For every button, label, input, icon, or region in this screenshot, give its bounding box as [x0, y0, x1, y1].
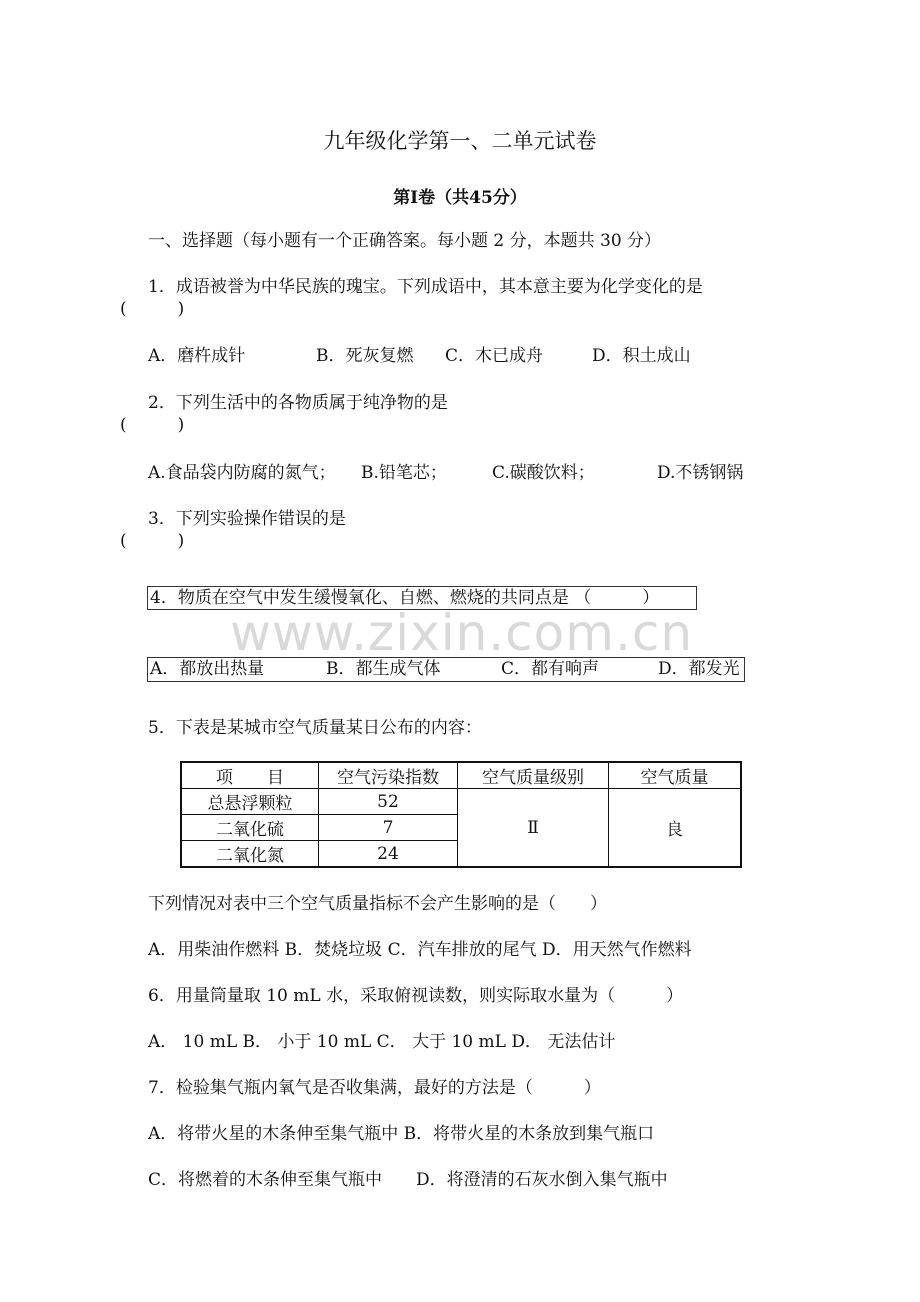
q4-options-box	[147, 657, 745, 682]
q4-option-b: B．都生成气体	[326, 659, 441, 679]
q7-stem: 7．检验集气瓶内氧气是否收集满，最好的方法是（ ）	[148, 1078, 601, 1098]
table-cell-item: 二氧化氮	[181, 841, 319, 868]
table-header-row	[181, 762, 741, 789]
watermark: www.zixin.com.cn	[230, 604, 694, 662]
q3-answer-paren: ( )	[120, 531, 185, 551]
q4-stem: 4．物质在空气中发生缓慢氧化、自燃、燃烧的共同点是 （ ）	[147, 586, 697, 610]
q7-options-line1: A．将带火星的木条伸至集气瓶中 B．将带火星的木条放到集气瓶口	[148, 1124, 655, 1144]
table-cell-quality: 良	[609, 789, 742, 868]
q5-stem: 5．下表是某城市空气质量某日公布的内容：	[148, 718, 482, 738]
table-header-cell: 空气质量	[609, 762, 742, 789]
q6-stem: 6．用量筒量取 10 mL 水，采取俯视读数，则实际取水量为（ ）	[148, 986, 684, 1006]
table-cell-level: Ⅱ	[458, 789, 609, 868]
q1-option-b: B．死灰复燃	[316, 346, 414, 366]
q2-option-c: C.碳酸饮料；	[492, 463, 595, 483]
q2-option-a: A.食品袋内防腐的氮气；	[148, 463, 336, 483]
table-cell-index: 7	[319, 815, 458, 841]
table-cell-index: 24	[319, 841, 458, 868]
q7-options-line2: C．将燃着的木条伸至集气瓶中 D．将澄清的石灰水倒入集气瓶中	[148, 1170, 668, 1190]
table-cell-index: 52	[319, 789, 458, 815]
section-heading: 一、选择题（每小题有一个正确答案。每小题 2 分，本题共 30 分）	[148, 231, 662, 251]
q2-option-b: B.铅笔芯；	[361, 463, 447, 483]
q1-stem: 1．成语被誉为中华民族的瑰宝。下列成语中，其本意主要为化学变化的是	[148, 277, 703, 297]
q1-option-a: A．磨杵成针	[148, 346, 246, 366]
q2-answer-paren: ( )	[120, 415, 185, 435]
q6-options: A． 10 mL B． 小于 10 mL C． 大于 10 mL D． 无法估计	[148, 1032, 616, 1052]
q2-option-d: D.不锈钢锅	[657, 463, 744, 483]
q1-option-d: D．积土成山	[592, 346, 691, 366]
q4-option-c: C．都有响声	[501, 659, 600, 679]
table-header-cell: 空气质量级别	[458, 762, 609, 789]
page-title: 九年级化学第一、二单元试卷	[323, 129, 597, 153]
table-header-cell: 项 目	[181, 762, 319, 789]
q5-options: A．用柴油作燃料 B．焚烧垃圾 C．汽车排放的尾气 D．用天然气作燃料	[148, 940, 692, 960]
table-cell-item: 二氧化硫	[181, 815, 319, 841]
q5-question: 下列情况对表中三个空气质量指标不会产生影响的是（ ）	[148, 894, 607, 914]
q4-option-d: D．都发光	[658, 659, 740, 679]
table-header-cell: 空气污染指数	[319, 762, 458, 789]
table-row	[181, 789, 741, 815]
q3-stem: 3．下列实验操作错误的是	[148, 509, 346, 529]
q1-option-c: C．木已成舟	[445, 346, 544, 366]
q1-answer-paren: ( )	[120, 299, 185, 319]
table-cell-item: 总悬浮颗粒	[181, 789, 319, 815]
air-quality-table	[180, 761, 742, 868]
q4-option-a: A．都放出热量	[150, 659, 265, 679]
part-title: 第Ⅰ卷（共45分）	[393, 188, 527, 208]
q2-stem: 2．下列生活中的各物质属于纯净物的是	[148, 393, 448, 413]
